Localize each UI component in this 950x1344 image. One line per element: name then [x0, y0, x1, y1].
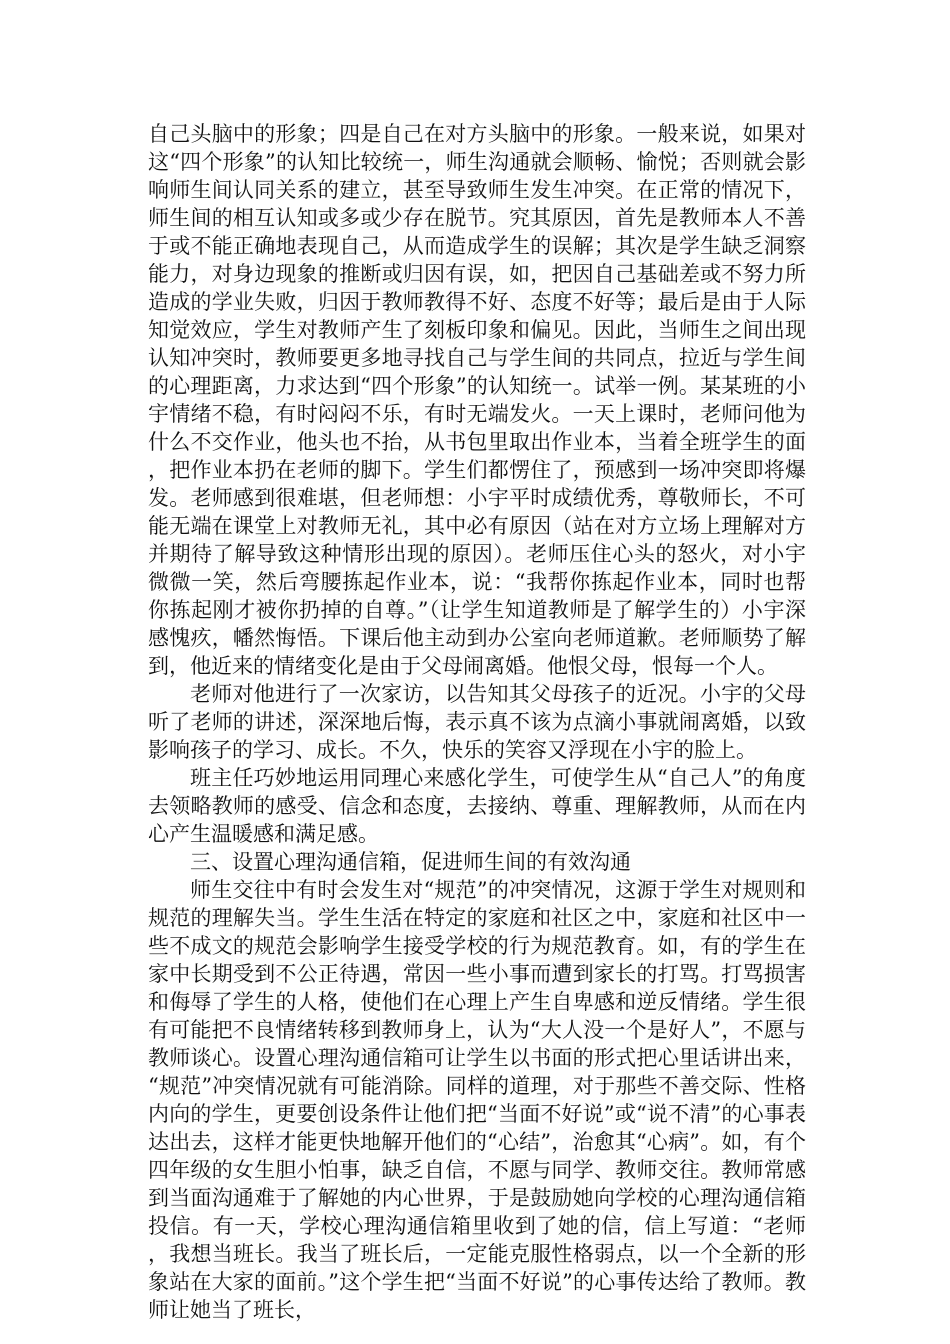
paragraph-1: 自己头脑中的形象；四是自己在对方头脑中的形象。一般来说，如果对这“四个形象”的认知比较统一，师生沟通就会顺畅、愉悦；否则就会影响师生间认同关系的建立，甚至导致师生发生冲突。在正常的情况下，师生间的相互认知或多或少存在脱节。究其原因，首先是教师本人不善于或不能正确地表现自己，从而造成学生的误解；其次是学生缺乏洞察能力，对身边现象的推断或归因有误，如，把因自己基础差或不努力所造成的学业失败，归因于教师教得不好、态度不好等；最后是由于人际知觉效应，学生对教师产生了刻板印象和偏见。因此，当师生之间出现认知冲突时，教师要更多地寻找自己与学生间的共同点，拉近与学生间的心理距离，力求达到“四个形象”的认知统一。试举一例。某某班的小宇情绪不稳，有时闷闷不乐，有时无端发火。一天上课时，老师问他为什么不交作业，他头也不抬，从书包里取出作业本，当着全班学生的面，把作业本扔在老师的脚下。学生们都愣住了，预感到一场冲突即将爆发。老师感到很难堪，但老师想：小宇平时成绩优秀，尊敬师长，不可能无端在课堂上对教师无礼，其中必有原因（站在对方立场上理解对方并期待了解导致这种情形出现的原因）。老师压住心头的怒火，对小宇微微一笑，然后弯腰拣起作业本，说：“我帮你拣起作业本，同时也帮你拣起刚才被你扔掉的自尊。”（让学生知道教师是了解学生的）小宇深感愧疚，幡然悔悟。下课后他主动到办公室向老师道歉。老师顺势了解到，他近来的情绪变化是由于父母闹离婚。他恨父母，恨每一个人。 [148, 122, 806, 678]
paragraph-2: 老师对他进行了一次家访，以告知其父母孩子的近况。小宇的父母听了老师的讲述，深深地后悔，表示真不该为点滴小事就闹离婚，以致影响孩子的学习、成长。不久，快乐的笑容又浮现在小宇的脸上。 [148, 682, 806, 762]
paragraph-3: 班主任巧妙地运用同理心来感化学生，可使学生从“自己人”的角度去领略教师的感受、信念和态度，去接纳、尊重、理解教师，从而在内心产生温暖感和满足感。 [148, 766, 806, 846]
document-body [148, 120, 806, 1324]
paragraph-5: 师生交往中有时会发生对“规范”的冲突情况，这源于学生对规则和规范的理解失当。学生生活在特定的家庭和社区之中，家庭和社区中一些不成文的规范会影响学生接受学校的行为规范教育。如，有的学生在家中长期受到不公正待遇，常因一些小事而遭到家长的打骂。打骂损害和侮辱了学生的人格，使他们在心理上产生自卑感和逆反情绪。学生很有可能把不良情绪转移到教师身上，认为“大人没一个是好人”，不愿与教师谈心。设置心理沟通信箱可让学生以书面的形式把心里话讲出来，“规范”冲突情况就有可能消除。同样的道理，对于那些不善交际、性格内向的学生，更要创设条件让他们把“当面不好说”或“说不清”的心事表达出去，这样才能更快地解开他们的“心结”，治愈其“心病”。如，有个四年级的女生胆小怕事，缺乏自信，不愿与同学、教师交往。教师常感到当面沟通难于了解她的内心世界，于是鼓励她向学校的心理沟通信箱投信。有一天，学校心理沟通信箱里收到了她的信，信上写道：“老师，我想当班长。我当了班长后，一定能克服性格弱点，以一个全新的形象站在大家的面前。”这个学生把“当面不好说”的心事传达给了教师。教师让她当了班长， [148, 878, 806, 1322]
section-heading: 三、设置心理沟通信箱，促进师生间的有效沟通 [190, 850, 631, 874]
